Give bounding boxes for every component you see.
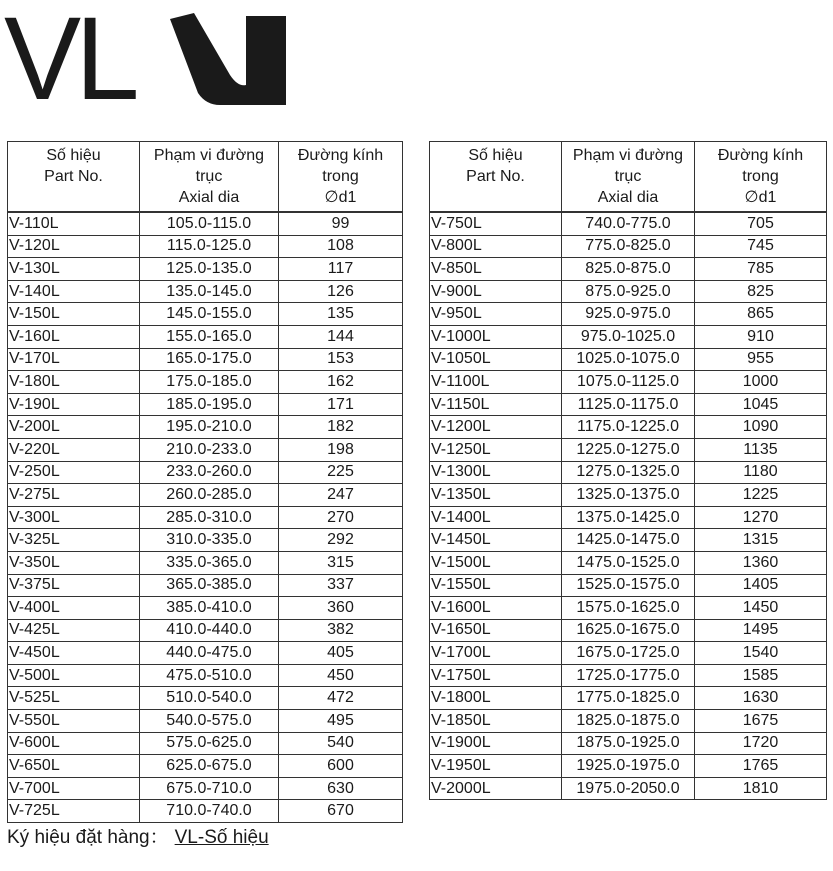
inner-diameter-cell: 270 (279, 506, 403, 529)
header-inner-diameter: Đường kính trong ∅d1 (695, 142, 827, 213)
axial-range-cell: 175.0-185.0 (140, 371, 279, 394)
header-part-no: Số hiệu Part No. (8, 142, 140, 213)
axial-range-cell: 1525.0-1575.0 (562, 574, 695, 597)
table-row (8, 235, 403, 258)
table-row (430, 642, 827, 665)
inner-diameter-cell: 1090 (695, 416, 827, 439)
table-row (8, 551, 403, 574)
axial-range-cell: 260.0-285.0 (140, 484, 279, 507)
inner-diameter-cell: 117 (279, 258, 403, 281)
part-no-cell: V-190L (8, 393, 140, 416)
axial-range-cell: 510.0-540.0 (140, 687, 279, 710)
part-no-cell: V-1600L (430, 597, 562, 620)
inner-diameter-cell: 865 (695, 303, 827, 326)
table-row (8, 461, 403, 484)
table-row (430, 755, 827, 778)
table-row (8, 619, 403, 642)
part-no-cell: V-1850L (430, 710, 562, 733)
inner-diameter-cell: 315 (279, 551, 403, 574)
order-code-note (7, 825, 269, 851)
inner-diameter-cell: 1180 (695, 461, 827, 484)
inner-diameter-cell: 1810 (695, 777, 827, 800)
table-row (430, 710, 827, 733)
table-row (8, 484, 403, 507)
part-no-cell: V-180L (8, 371, 140, 394)
part-no-cell: V-800L (430, 235, 562, 258)
table-row (430, 619, 827, 642)
axial-range-cell: 475.0-510.0 (140, 664, 279, 687)
inner-diameter-cell: 1585 (695, 664, 827, 687)
table-row (430, 687, 827, 710)
table-row (8, 258, 403, 281)
table-row (8, 642, 403, 665)
part-no-cell: V-220L (8, 438, 140, 461)
table-row (8, 732, 403, 755)
inner-diameter-cell: 1225 (695, 484, 827, 507)
table-row (430, 212, 827, 235)
spec-table-left (7, 141, 403, 823)
inner-diameter-cell: 630 (279, 777, 403, 800)
order-code-label: Ký hiệu đặt hàng： (7, 827, 169, 848)
inner-diameter-cell: 337 (279, 574, 403, 597)
part-no-cell: V-1950L (430, 755, 562, 778)
axial-range-cell: 575.0-625.0 (140, 732, 279, 755)
part-no-cell: V-2000L (430, 777, 562, 800)
spec-table-right (429, 141, 827, 800)
table-row (8, 393, 403, 416)
part-no-cell: V-300L (8, 506, 140, 529)
part-no-cell: V-160L (8, 325, 140, 348)
table-row (8, 371, 403, 394)
header-inner-diameter: Đường kính trong ∅d1 (279, 142, 403, 213)
inner-diameter-cell: 99 (279, 212, 403, 235)
table-row (8, 325, 403, 348)
part-no-cell: V-550L (8, 710, 140, 733)
part-no-cell: V-200L (8, 416, 140, 439)
table-row (8, 212, 403, 235)
table-row (8, 574, 403, 597)
inner-diameter-cell: 540 (279, 732, 403, 755)
axial-range-cell: 740.0-775.0 (562, 212, 695, 235)
header-part-no: Số hiệu Part No. (430, 142, 562, 213)
inner-diameter-cell: 182 (279, 416, 403, 439)
header-axial-range: Phạm vi đường trục Axial dia (140, 142, 279, 213)
axial-range-cell: 1625.0-1675.0 (562, 619, 695, 642)
inner-diameter-cell: 198 (279, 438, 403, 461)
table-row (8, 777, 403, 800)
axial-range-cell: 310.0-335.0 (140, 529, 279, 552)
axial-range-cell: 925.0-975.0 (562, 303, 695, 326)
axial-range-cell: 165.0-175.0 (140, 348, 279, 371)
part-no-cell: V-1100L (430, 371, 562, 394)
axial-range-cell: 285.0-310.0 (140, 506, 279, 529)
table-row (430, 258, 827, 281)
product-logo-text: VL (4, 0, 134, 125)
part-no-cell: V-1700L (430, 642, 562, 665)
inner-diameter-cell: 1270 (695, 506, 827, 529)
axial-range-cell: 775.0-825.0 (562, 235, 695, 258)
table-row (430, 303, 827, 326)
axial-range-cell: 1475.0-1525.0 (562, 551, 695, 574)
axial-range-cell: 385.0-410.0 (140, 597, 279, 620)
table-row (430, 597, 827, 620)
axial-range-cell: 145.0-155.0 (140, 303, 279, 326)
table-row (8, 755, 403, 778)
part-no-cell: V-1900L (430, 732, 562, 755)
axial-range-cell: 825.0-875.0 (562, 258, 695, 281)
table-row (430, 551, 827, 574)
axial-range-cell: 1575.0-1625.0 (562, 597, 695, 620)
inner-diameter-cell: 1135 (695, 438, 827, 461)
inner-diameter-cell: 360 (279, 597, 403, 620)
inner-diameter-cell: 745 (695, 235, 827, 258)
inner-diameter-cell: 225 (279, 461, 403, 484)
inner-diameter-cell: 1360 (695, 551, 827, 574)
table-row (8, 280, 403, 303)
order-code-value: VL-Số hiệu (174, 827, 269, 848)
part-no-cell: V-130L (8, 258, 140, 281)
part-no-cell: V-375L (8, 574, 140, 597)
inner-diameter-cell: 825 (695, 280, 827, 303)
axial-range-cell: 1825.0-1875.0 (562, 710, 695, 733)
axial-range-cell: 1175.0-1225.0 (562, 416, 695, 439)
axial-range-cell: 675.0-710.0 (140, 777, 279, 800)
part-no-cell: V-120L (8, 235, 140, 258)
inner-diameter-cell: 1675 (695, 710, 827, 733)
header-axial-range: Phạm vi đường trục Axial dia (562, 142, 695, 213)
part-no-cell: V-1400L (430, 506, 562, 529)
part-no-cell: V-140L (8, 280, 140, 303)
table-row (8, 597, 403, 620)
part-no-cell: V-1300L (430, 461, 562, 484)
axial-range-cell: 1125.0-1175.0 (562, 393, 695, 416)
inner-diameter-cell: 1405 (695, 574, 827, 597)
table-row (430, 574, 827, 597)
table-row (430, 371, 827, 394)
part-no-cell: V-275L (8, 484, 140, 507)
axial-range-cell: 1375.0-1425.0 (562, 506, 695, 529)
axial-range-cell: 1325.0-1375.0 (562, 484, 695, 507)
inner-diameter-cell: 153 (279, 348, 403, 371)
inner-diameter-cell: 955 (695, 348, 827, 371)
inner-diameter-cell: 495 (279, 710, 403, 733)
axial-range-cell: 1775.0-1825.0 (562, 687, 695, 710)
inner-diameter-cell: 108 (279, 235, 403, 258)
part-no-cell: V-110L (8, 212, 140, 235)
spec-table-right-body (430, 212, 827, 800)
axial-range-cell: 410.0-440.0 (140, 619, 279, 642)
axial-range-cell: 185.0-195.0 (140, 393, 279, 416)
v-seal-profile-icon (168, 13, 288, 108)
table-row (8, 438, 403, 461)
part-no-cell: V-1250L (430, 438, 562, 461)
table-row (430, 664, 827, 687)
part-no-cell: V-900L (430, 280, 562, 303)
table-row (430, 484, 827, 507)
axial-range-cell: 1425.0-1475.0 (562, 529, 695, 552)
inner-diameter-cell: 1000 (695, 371, 827, 394)
table-row (430, 529, 827, 552)
table-header-row (430, 142, 827, 213)
inner-diameter-cell: 1315 (695, 529, 827, 552)
inner-diameter-cell: 670 (279, 800, 403, 823)
axial-range-cell: 710.0-740.0 (140, 800, 279, 823)
part-no-cell: V-525L (8, 687, 140, 710)
inner-diameter-cell: 785 (695, 258, 827, 281)
table-row (8, 529, 403, 552)
table-row (8, 348, 403, 371)
inner-diameter-cell: 910 (695, 325, 827, 348)
axial-range-cell: 1875.0-1925.0 (562, 732, 695, 755)
inner-diameter-cell: 1450 (695, 597, 827, 620)
axial-range-cell: 625.0-675.0 (140, 755, 279, 778)
table-row (430, 348, 827, 371)
part-no-cell: V-150L (8, 303, 140, 326)
inner-diameter-cell: 405 (279, 642, 403, 665)
spec-table-left-body (8, 212, 403, 823)
axial-range-cell: 233.0-260.0 (140, 461, 279, 484)
part-no-cell: V-1350L (430, 484, 562, 507)
inner-diameter-cell: 144 (279, 325, 403, 348)
part-no-cell: V-1000L (430, 325, 562, 348)
inner-diameter-cell: 247 (279, 484, 403, 507)
table-row (430, 393, 827, 416)
inner-diameter-cell: 705 (695, 212, 827, 235)
part-no-cell: V-1200L (430, 416, 562, 439)
part-no-cell: V-600L (8, 732, 140, 755)
part-no-cell: V-725L (8, 800, 140, 823)
table-row (8, 664, 403, 687)
table-row (8, 710, 403, 733)
axial-range-cell: 1075.0-1125.0 (562, 371, 695, 394)
table-row (430, 235, 827, 258)
inner-diameter-cell: 450 (279, 664, 403, 687)
axial-range-cell: 1975.0-2050.0 (562, 777, 695, 800)
table-header-row (8, 142, 403, 213)
inner-diameter-cell: 382 (279, 619, 403, 642)
axial-range-cell: 365.0-385.0 (140, 574, 279, 597)
axial-range-cell: 115.0-125.0 (140, 235, 279, 258)
inner-diameter-cell: 1045 (695, 393, 827, 416)
axial-range-cell: 1675.0-1725.0 (562, 642, 695, 665)
table-row (8, 416, 403, 439)
table-row (8, 303, 403, 326)
table-row (430, 506, 827, 529)
part-no-cell: V-400L (8, 597, 140, 620)
inner-diameter-cell: 135 (279, 303, 403, 326)
part-no-cell: V-250L (8, 461, 140, 484)
part-no-cell: V-170L (8, 348, 140, 371)
axial-range-cell: 210.0-233.0 (140, 438, 279, 461)
axial-range-cell: 125.0-135.0 (140, 258, 279, 281)
inner-diameter-cell: 171 (279, 393, 403, 416)
table-row (8, 687, 403, 710)
table-row (430, 280, 827, 303)
part-no-cell: V-1450L (430, 529, 562, 552)
part-no-cell: V-1800L (430, 687, 562, 710)
inner-diameter-cell: 600 (279, 755, 403, 778)
part-no-cell: V-850L (430, 258, 562, 281)
axial-range-cell: 1725.0-1775.0 (562, 664, 695, 687)
part-no-cell: V-450L (8, 642, 140, 665)
axial-range-cell: 440.0-475.0 (140, 642, 279, 665)
axial-range-cell: 975.0-1025.0 (562, 325, 695, 348)
part-no-cell: V-1550L (430, 574, 562, 597)
axial-range-cell: 540.0-575.0 (140, 710, 279, 733)
axial-range-cell: 1225.0-1275.0 (562, 438, 695, 461)
inner-diameter-cell: 162 (279, 371, 403, 394)
part-no-cell: V-1750L (430, 664, 562, 687)
inner-diameter-cell: 472 (279, 687, 403, 710)
part-no-cell: V-700L (8, 777, 140, 800)
axial-range-cell: 195.0-210.0 (140, 416, 279, 439)
part-no-cell: V-325L (8, 529, 140, 552)
inner-diameter-cell: 1765 (695, 755, 827, 778)
part-no-cell: V-425L (8, 619, 140, 642)
axial-range-cell: 875.0-925.0 (562, 280, 695, 303)
table-row (430, 732, 827, 755)
axial-range-cell: 135.0-145.0 (140, 280, 279, 303)
axial-range-cell: 155.0-165.0 (140, 325, 279, 348)
part-no-cell: V-1500L (430, 551, 562, 574)
part-no-cell: V-350L (8, 551, 140, 574)
inner-diameter-cell: 1720 (695, 732, 827, 755)
part-no-cell: V-950L (430, 303, 562, 326)
inner-diameter-cell: 1495 (695, 619, 827, 642)
part-no-cell: V-500L (8, 664, 140, 687)
axial-range-cell: 1925.0-1975.0 (562, 755, 695, 778)
table-row (8, 506, 403, 529)
table-row (430, 416, 827, 439)
table-row (430, 438, 827, 461)
table-row (430, 777, 827, 800)
table-row (430, 325, 827, 348)
part-no-cell: V-750L (430, 212, 562, 235)
table-row (8, 800, 403, 823)
axial-range-cell: 335.0-365.0 (140, 551, 279, 574)
table-row (430, 461, 827, 484)
axial-range-cell: 105.0-115.0 (140, 212, 279, 235)
inner-diameter-cell: 1540 (695, 642, 827, 665)
axial-range-cell: 1275.0-1325.0 (562, 461, 695, 484)
inner-diameter-cell: 1630 (695, 687, 827, 710)
inner-diameter-cell: 292 (279, 529, 403, 552)
axial-range-cell: 1025.0-1075.0 (562, 348, 695, 371)
inner-diameter-cell: 126 (279, 280, 403, 303)
part-no-cell: V-650L (8, 755, 140, 778)
part-no-cell: V-1650L (430, 619, 562, 642)
part-no-cell: V-1050L (430, 348, 562, 371)
part-no-cell: V-1150L (430, 393, 562, 416)
